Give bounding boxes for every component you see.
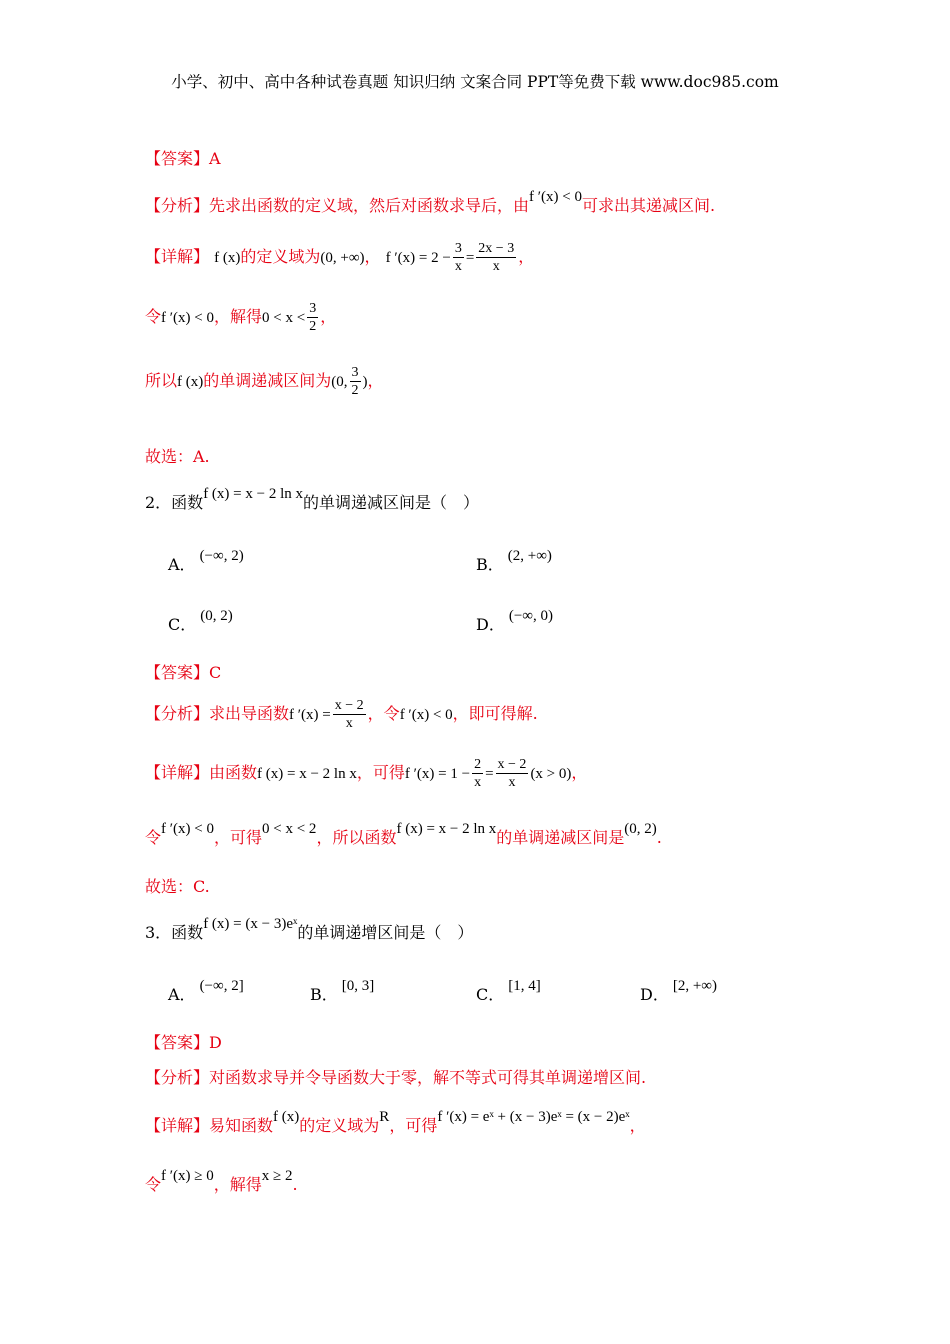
math-function: f (x) = x − 2 ln x (203, 486, 304, 502)
option-value: [0, 3] (341, 978, 375, 994)
ling-text: . (292, 1175, 298, 1194)
math-inequality: f ′(x) < 0 (161, 821, 214, 837)
answer-value: A (209, 149, 221, 168)
detail-text: ， (364, 247, 381, 266)
answer-tag: 【答案】 (145, 149, 210, 168)
detail-tag: 【详解】 (145, 1116, 210, 1135)
conclusion-text: 所以 (145, 371, 178, 390)
analysis-tag: 【分析】 (145, 704, 210, 723)
q3-option-d[interactable] (640, 978, 717, 1005)
q1-ling-line (145, 300, 336, 335)
math-inequality: f ′(x) < 0 (529, 189, 583, 205)
question-text: 的单调递增区间是（ ） (297, 923, 474, 942)
detail-text: ， (629, 1116, 646, 1135)
q2-detail-line (145, 756, 587, 791)
analysis-text: ，令 (367, 704, 400, 723)
math-domain: (0, +∞) (320, 250, 365, 266)
math-interval: (0, (331, 374, 348, 390)
option-value: [1, 4] (508, 978, 541, 994)
analysis-text: ，即可得解. (452, 704, 538, 723)
q2-option-a[interactable] (168, 548, 244, 575)
option-value: (0, 2) (200, 608, 233, 624)
answer-value: C (209, 663, 222, 682)
q2-answer-line (145, 660, 221, 683)
math-function: f (x) = x − 2 ln x (396, 821, 497, 837)
math-derivative: f ′(x) = 2 − (385, 250, 451, 266)
analysis-text: 可求出其递减区间. (582, 196, 716, 215)
detail-tag: 【详解】 (145, 247, 210, 266)
math-inequality: f ′(x) ≥ 0 (161, 1168, 214, 1184)
option-label: A． (168, 985, 196, 1004)
detail-text: ， (571, 763, 588, 782)
q3-analysis-line (145, 1065, 646, 1088)
q3-ling-line (145, 1168, 298, 1195)
math-eq: = (465, 250, 475, 266)
analysis-text: 对函数求导并令导函数大于零，解不等式可得其单调递增区间. (209, 1068, 647, 1087)
option-label: B． (310, 985, 338, 1004)
q3-option-c[interactable] (476, 978, 541, 1005)
q1-choose-line: 故选：A. (145, 447, 210, 466)
ling-text: ，解得 (214, 307, 263, 326)
q3-option-a[interactable] (168, 978, 244, 1005)
ling-text: 令 (145, 1175, 162, 1194)
analysis-tag: 【分析】 (145, 196, 210, 215)
answer-tag: 【答案】 (145, 1033, 210, 1052)
page-header: 小学、初中、高中各种试卷真题 知识归纳 文案合同 PPT等免费下载 www.doc985.com (171, 73, 779, 91)
q3-detail-line (145, 1109, 646, 1136)
option-value: (−∞, 2) (199, 548, 244, 564)
q2-analysis-line (145, 697, 538, 732)
math-function: f (x) = (x − 3)eˣ (203, 916, 298, 932)
fraction: $\frac{2x - 3}{x}$ (478, 241, 515, 274)
math-inequality: f ′(x) < 0 (161, 310, 214, 326)
ling-text: ，解得 (213, 1175, 262, 1194)
analysis-tag: 【分析】 (145, 1068, 210, 1087)
q3-option-b[interactable] (310, 978, 375, 1005)
q2-stem (145, 486, 480, 513)
math-fx: f (x) (214, 250, 241, 266)
fraction: $\frac{3}{x}$ (454, 241, 462, 274)
math-fx: f (x) (177, 374, 204, 390)
answer-value: D (209, 1033, 222, 1052)
detail-tag: 【详解】 (145, 763, 210, 782)
detail-text: 的定义域为 (240, 247, 321, 266)
conclusion-text: 的单调递减区间为 (203, 371, 332, 390)
q1-analysis-line (145, 189, 716, 216)
ling-text: 的单调递减区间是 (496, 828, 625, 847)
fraction: $\frac{3}{2}$ (351, 365, 359, 398)
analysis-text: 先求出函数的定义域，然后对函数求导后，由 (209, 196, 530, 215)
answer-tag: 【答案】 (145, 663, 210, 682)
option-label: C． (476, 985, 505, 1004)
ling-text: ，所以函数 (316, 828, 397, 847)
q1-conclusion-line (145, 364, 384, 399)
math-derivative: f ′(x) = (289, 707, 331, 723)
option-label: C． (168, 615, 197, 634)
fraction: $\frac{3}{2}$ (309, 301, 317, 334)
conclusion-text: ， (367, 371, 384, 390)
option-label: A． (168, 555, 196, 574)
question-text: 的单调递减区间是（ ） (303, 493, 480, 512)
q2-choose-line: 故选：C. (145, 877, 210, 896)
q2-ling-line (145, 821, 662, 848)
option-value: (2, +∞) (507, 548, 552, 564)
analysis-text: 求出导函数 (209, 704, 290, 723)
math-derivative: f ′(x) = 1 − (404, 766, 471, 782)
math-range: x ≥ 2 (261, 1168, 293, 1184)
math-interval: ) (362, 374, 368, 390)
math-function: f (x) = x − 2 ln x (257, 766, 357, 782)
math-interval: (0, 2) (624, 821, 657, 837)
math-range: 0 < x < 2 (262, 821, 317, 837)
math-derivative: f ′(x) = eˣ + (x − 3)eˣ = (x − 2)eˣ (437, 1109, 630, 1125)
detail-text: 由函数 (209, 763, 258, 782)
ling-text: . (656, 828, 662, 847)
ling-text: ，可得 (214, 828, 263, 847)
option-label: B． (476, 555, 504, 574)
option-value: [2, +∞) (672, 978, 717, 994)
option-value: (−∞, 0) (508, 608, 553, 624)
fraction: $\frac{2}{x}$ (474, 757, 482, 790)
q3-answer-line (145, 1030, 222, 1053)
fraction: $\frac{x - 2}{x}$ (334, 698, 364, 731)
fraction: $\frac{x - 2}{x}$ (497, 757, 527, 790)
math-range: 0 < x < (262, 310, 306, 326)
option-label: D． (640, 985, 669, 1004)
q1-detail-line (145, 240, 534, 275)
question-number: 2．函数 (145, 493, 204, 512)
detail-text: 的定义域为 (299, 1116, 380, 1135)
detail-text: ，可得 (389, 1116, 438, 1135)
ling-text: 令 (145, 307, 162, 326)
option-label: D． (476, 615, 505, 634)
math-real-set: R (379, 1109, 390, 1125)
q2-option-d[interactable] (476, 608, 553, 635)
math-inequality: f ′(x) < 0 (399, 707, 453, 723)
detail-text: 易知函数 (209, 1116, 274, 1135)
q2-option-c[interactable] (168, 608, 233, 635)
question-number: 3．函数 (145, 923, 204, 942)
ling-text: 令 (145, 828, 162, 847)
q1-answer-line (145, 146, 221, 169)
detail-text: ， (518, 247, 535, 266)
math-condition: (x > 0) (530, 766, 572, 782)
q2-option-b[interactable] (476, 548, 552, 575)
option-value: (−∞, 2] (199, 978, 244, 994)
detail-text: ，可得 (356, 763, 405, 782)
math-fx: f (x) (273, 1109, 300, 1125)
ling-text: ， (320, 307, 337, 326)
q3-stem (145, 916, 474, 943)
math-eq: = (485, 766, 494, 782)
